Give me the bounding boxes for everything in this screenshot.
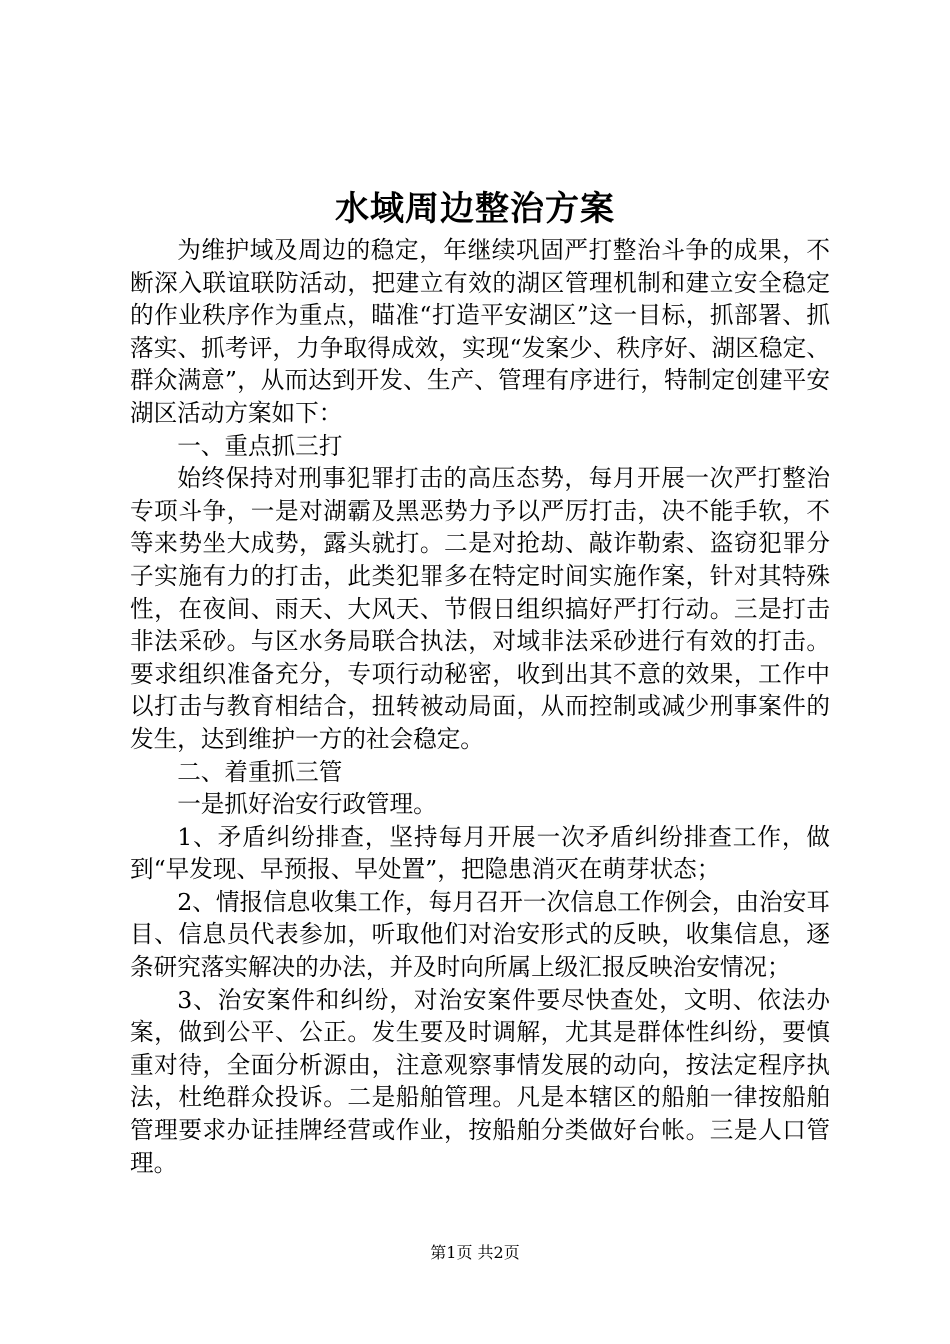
page-footer: 第1页 共2页 bbox=[430, 1243, 520, 1262]
section-heading-2: 二、着重抓三管 bbox=[177, 757, 343, 786]
section-heading-1: 一、重点抓三打 bbox=[177, 431, 343, 460]
document-title: 水域周边整治方案 bbox=[335, 189, 615, 229]
subsection-heading: 一是抓好治安行政管理。 bbox=[177, 790, 437, 819]
document-body bbox=[130, 234, 830, 1179]
intro-paragraph: 为维护域及周边的稳定，年继续巩固严打整治斗争的成果，不断深入联谊联防活动，把建立有效的湖区管理机制和建立安全稳定的作业秩序作为重点，瞄准“打造平安湖区”这一目标，抓部署、抓落实、抓考评，力争取得成效，实现“发案少、秩序好、湖区稳定、群众满意”，从而达到开发、生产、管理有序进行，特制定创建平安湖区活动方案如下： bbox=[130, 236, 830, 427]
list-item-1: 1、矛盾纠纷排查，坚持每月开展一次矛盾纠纷排查工作，做到“早发现、早预报、早处置”，把隐患消灭在萌芽状态； bbox=[130, 822, 830, 884]
list-item-3: 3、治安案件和纠纷，对治安案件要尽快查处，文明、依法办案，做到公平、公正。发生要及时调解，尤其是群体性纠纷，要慎重对待，全面分析源由，注意观察事情发展的动向，按法定程序执法，杜绝群众投诉。二是船舶管理。凡是本辖区的船舶一律按船舶管理要求办证挂牌经营或作业，按船舶分类做好台帐。三是人口管理。 bbox=[130, 985, 830, 1177]
section-paragraph-1: 始终保持对刑事犯罪打击的高压态势，每月开展一次严打整治专项斗争，一是对湖霸及黑恶势力予以严厉打击，决不能手软，不等来势坐大成势，露头就打。二是对抢劫、敲诈勒索、盗窃犯罪分子实施有力的打击，此类犯罪多在特定时间实施作案，针对其特殊性，在夜间、雨天、大风天、节假日组织搞好严打行动。三是打击非法采砂。与区水务局联合执法，对域非法采砂进行有效的打击。要求组织准备充分，专项行动秘密，收到出其不意的效果，工作中以打击与教育相结合，扭转被动局面，从而控制或减少刑事案件的发生，达到维护一方的社会稳定。 bbox=[130, 464, 830, 753]
list-item-2: 2、情报信息收集工作，每月召开一次信息工作例会，由治安耳目、信息员代表参加，听取他们对治安形式的反映，收集信息，逐条研究落实解决的办法，并及时向所属上级汇报反映治安情况； bbox=[130, 887, 830, 982]
